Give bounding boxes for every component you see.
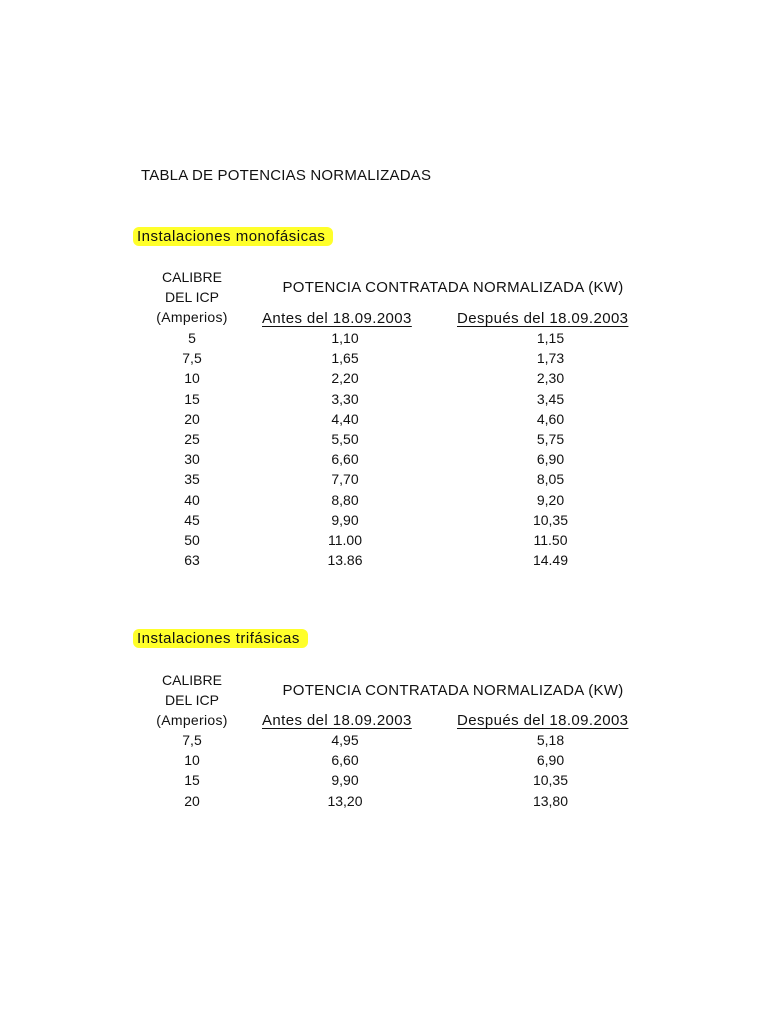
antes-cell: 1,10 xyxy=(331,330,359,346)
antes-cell: 8,80 xyxy=(331,491,359,508)
despues-cell: 14.49 xyxy=(532,552,569,569)
antes-cell: 4,40 xyxy=(331,410,359,427)
despues-cell: 4,60 xyxy=(536,410,565,427)
table-row xyxy=(0,409,768,429)
calibre-cell: 15 xyxy=(184,772,200,789)
antes-cell: 2,20 xyxy=(331,370,359,387)
table-row xyxy=(0,791,768,811)
antes-cell: 13.86 xyxy=(327,552,363,569)
table-row xyxy=(0,469,768,489)
calibre-header-units: (Amperios) xyxy=(156,309,228,326)
calibre-cell: 30 xyxy=(184,451,200,468)
column-header-antes: Antes del 18.09.2003 xyxy=(262,310,412,327)
table-row xyxy=(0,530,768,550)
page-title: TABLA DE POTENCIAS NORMALIZADAS xyxy=(141,167,432,184)
calibre-cell: 50 xyxy=(184,531,200,548)
table-row xyxy=(0,389,768,409)
table-row xyxy=(0,490,768,510)
table-row xyxy=(0,328,768,348)
despues-cell: 1,73 xyxy=(536,350,565,367)
calibre-header-line1: CALIBRE xyxy=(162,269,222,285)
despues-cell: 10,35 xyxy=(532,772,569,789)
antes-cell: 6,60 xyxy=(331,752,359,769)
table-row xyxy=(0,449,768,469)
despues-cell: 6,90 xyxy=(536,451,565,468)
calibre-header-line2: DEL ICP xyxy=(165,692,219,709)
table-body xyxy=(0,328,768,570)
despues-cell: 13,80 xyxy=(532,792,569,809)
antes-cell: 3,30 xyxy=(331,390,359,407)
section-heading-trifasicas: Instalaciones trifásicas xyxy=(133,629,308,648)
calibre-cell: 63 xyxy=(184,552,200,569)
column-header-despues: Después del 18.09.2003 xyxy=(457,310,629,327)
calibre-cell: 7,5 xyxy=(182,350,202,367)
table-row xyxy=(0,429,768,449)
table-row xyxy=(0,750,768,770)
column-header-antes: Antes del 18.09.2003 xyxy=(262,712,412,729)
calibre-cell: 5 xyxy=(188,330,196,346)
calibre-cell: 40 xyxy=(184,491,200,508)
antes-cell: 5,50 xyxy=(331,430,359,447)
table-row xyxy=(0,550,768,570)
antes-cell: 11.00 xyxy=(328,531,362,548)
table-row xyxy=(0,368,768,388)
antes-cell: 6,60 xyxy=(331,451,359,468)
column-header-despues: Después del 18.09.2003 xyxy=(457,712,629,729)
table-row xyxy=(0,770,768,790)
antes-cell: 7,70 xyxy=(331,471,359,488)
calibre-header xyxy=(152,267,232,328)
despues-cell: 8,05 xyxy=(536,471,565,488)
table-row xyxy=(0,730,768,750)
calibre-cell: 10 xyxy=(184,370,200,387)
antes-cell: 13,20 xyxy=(327,792,363,809)
table-body xyxy=(0,730,768,811)
calibre-header-units: (Amperios) xyxy=(156,712,228,729)
calibre-cell: 20 xyxy=(184,410,200,427)
calibre-cell: 20 xyxy=(184,792,200,809)
calibre-header-line1: CALIBRE xyxy=(162,672,222,688)
calibre-cell: 35 xyxy=(184,471,200,488)
despues-cell: 1,15 xyxy=(536,330,565,346)
despues-cell: 5,18 xyxy=(536,732,565,748)
calibre-cell: 7,5 xyxy=(182,732,202,748)
despues-cell: 2,30 xyxy=(536,370,565,387)
calibre-cell: 10 xyxy=(184,752,200,769)
antes-cell: 1,65 xyxy=(331,350,359,367)
antes-cell: 4,95 xyxy=(331,732,359,748)
calibre-cell: 45 xyxy=(184,511,200,528)
potencia-header: POTENCIA CONTRATADA NORMALIZADA (KW) xyxy=(282,682,624,699)
despues-cell: 6,90 xyxy=(536,752,565,769)
despues-cell: 11.50 xyxy=(533,531,568,548)
despues-cell: 9,20 xyxy=(536,491,565,508)
table-row xyxy=(0,510,768,530)
calibre-cell: 25 xyxy=(184,430,200,447)
antes-cell: 9,90 xyxy=(331,772,359,789)
calibre-header xyxy=(152,670,232,731)
despues-cell: 5,75 xyxy=(536,430,565,447)
section-heading-monofasicas: Instalaciones monofásicas xyxy=(133,227,333,246)
table-row xyxy=(0,348,768,368)
potencia-header: POTENCIA CONTRATADA NORMALIZADA (KW) xyxy=(282,279,624,296)
calibre-cell: 15 xyxy=(184,390,200,407)
despues-cell: 3,45 xyxy=(536,390,565,407)
calibre-header-line2: DEL ICP xyxy=(165,289,219,306)
antes-cell: 9,90 xyxy=(331,511,359,528)
despues-cell: 10,35 xyxy=(532,511,569,528)
